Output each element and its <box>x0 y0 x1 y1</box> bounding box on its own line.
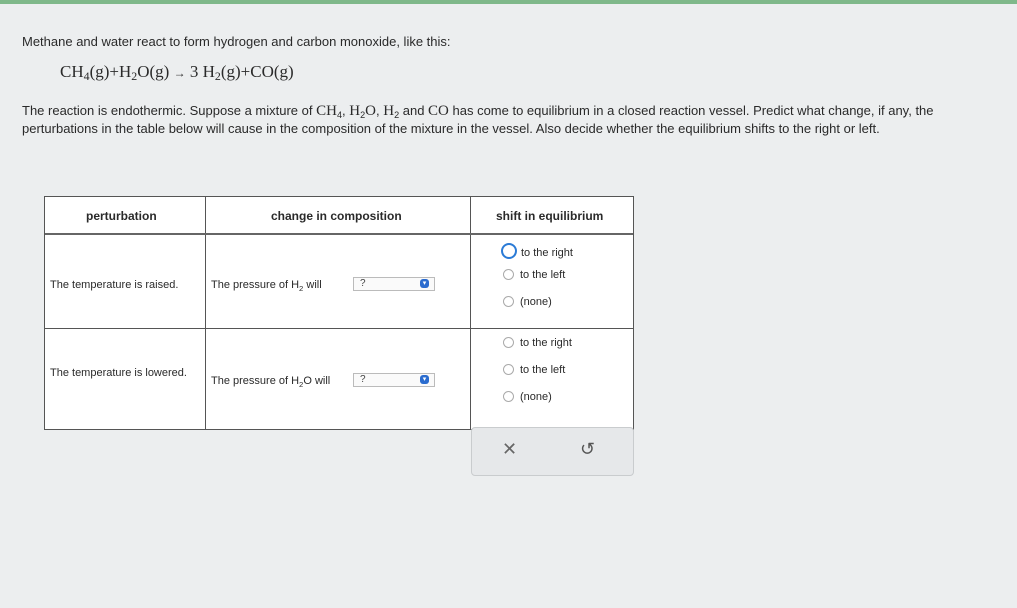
table-divider <box>205 197 206 429</box>
row2-perturbation: The temperature is lowered. <box>50 367 187 379</box>
problem-paragraph: The reaction is endothermic. Suppose a mixture of $CH_4$, $H_2O$, $H_2$ and CO has come to equilibrium in a closed reaction vessel. Predict what change, if any, the perturbations in the table below will cause in the composition of the mixture in the vessel. Also decide whether the equilibrium shifts to the right or left. <box>22 103 934 136</box>
table-divider <box>470 197 471 429</box>
row1-option-none[interactable]: (none) <box>503 296 552 308</box>
radio-icon[interactable] <box>503 296 514 307</box>
header-shift: shift in equilibrium <box>496 209 604 223</box>
intro-text: Methane and water react to form hydrogen and carbon monoxide, like this: <box>22 34 451 49</box>
chemical-equation: $CH_4(g)+H_2O(g) \to 3$ $H_2(g)+CO(g)$ <box>60 62 294 83</box>
row1-perturbation: The temperature is raised. <box>50 279 179 291</box>
answer-action-bar <box>471 427 634 476</box>
perturbation-table <box>44 196 634 430</box>
radio-icon[interactable] <box>503 269 514 280</box>
table-divider <box>45 328 633 329</box>
row2-option-left[interactable]: to the left <box>503 364 565 376</box>
top-accent-bar <box>0 0 1017 4</box>
row2-change-text: The pressure of $H_2O$ will <box>211 375 331 389</box>
header-perturbation: perturbation <box>86 209 157 223</box>
row2-option-right[interactable]: to the right <box>503 337 572 349</box>
row1-change-text: The pressure of $H_2$ will <box>211 279 322 293</box>
reset-icon[interactable]: ↺ <box>580 439 596 459</box>
radio-icon[interactable] <box>503 337 514 348</box>
row1-option-left[interactable]: to the left <box>503 269 565 281</box>
row1-option-right[interactable]: to the right <box>503 243 573 259</box>
row2-option-none[interactable]: (none) <box>503 391 552 403</box>
radio-icon[interactable] <box>503 391 514 402</box>
table-divider <box>45 233 470 235</box>
chevron-down-icon: ▾ <box>420 279 429 288</box>
row2-change-select[interactable]: ? ▾ <box>353 373 435 387</box>
radio-icon[interactable] <box>503 364 514 375</box>
table-divider <box>470 233 633 235</box>
chevron-down-icon: ▾ <box>420 375 429 384</box>
clear-icon[interactable]: ✕ <box>502 439 518 459</box>
row1-change-select[interactable]: ? ▾ <box>353 277 435 291</box>
header-change: change in composition <box>271 209 402 223</box>
radio-icon[interactable] <box>501 243 517 259</box>
